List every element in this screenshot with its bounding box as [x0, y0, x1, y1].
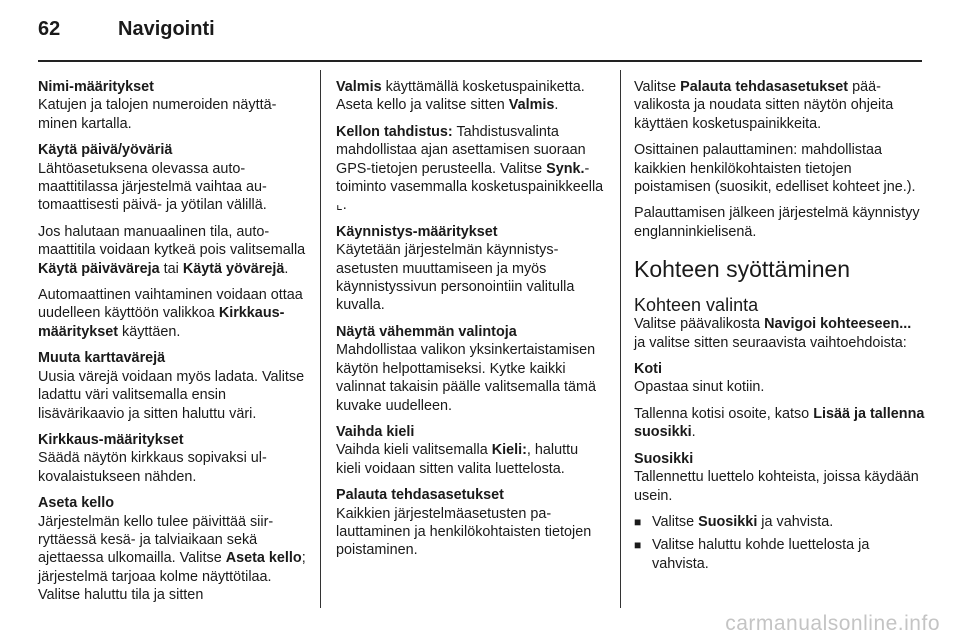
- section-body: Uusia värejä voidaan myös ladata. Valitse ladattu väri valitsemalla ensin lisävärikaavio ja sitten haluttu väri.: [38, 368, 305, 422]
- column-divider-1: [320, 70, 321, 608]
- paragraph: [634, 315, 926, 352]
- paragraph: [634, 78, 926, 133]
- paragraph: Osittainen palauttaminen: mahdollistaa kaikkien henkilökohtaisten tietojen poistamisen (suosikit, edelliset kohteet jne.).: [634, 142, 916, 196]
- section-body: Tallennettu luettelo kohteista, joissa käydään usein.: [634, 469, 919, 504]
- section-show-fewer-options: [336, 323, 606, 415]
- list-item: [634, 513, 926, 531]
- text: Automaattinen vaihtaminen voidaan ottaa uudelleen käyttöön valikkoa: [38, 287, 303, 322]
- option-language: Kieli:: [491, 442, 527, 459]
- section-body: Kaikkien järjestelmäasetusten palauttaminen ja henkilökohtaisten tietojen poistaminen.: [336, 505, 592, 559]
- page-title: Navigointi: [118, 18, 215, 40]
- text: tai: [159, 260, 183, 277]
- list-item: ■ Valitse haluttu kohde luettelosta ja vahvista.: [634, 536, 926, 573]
- text: ; järjestelmä tarjoaa kolme näyttötilaa. Valitse haluttu tila ja sitten: [38, 550, 306, 604]
- section-body: Katujen ja talojen numeroiden näyttäminen kartalla.: [38, 97, 277, 132]
- option-favorite: Suosikki: [698, 513, 758, 530]
- text: Vaihda kieli valitsemalla: [336, 442, 492, 459]
- text: Tallenna kotisi osoite, katso: [634, 405, 814, 422]
- option-set-clock: Aseta kello: [225, 550, 302, 567]
- term-clock-sync: Kellon tahdistus:: [336, 123, 453, 140]
- text: ja vahvista.: [757, 513, 834, 530]
- section-day-night-colors: [38, 141, 308, 341]
- option-day-colors: Käytä päiväväreja: [38, 260, 160, 277]
- section-title: Palauta tehdasasetukset: [336, 487, 504, 504]
- section-title: Koti: [634, 361, 662, 378]
- text: käyttämällä kosketuspainiketta. Aseta kello ja valitse sitten: [336, 79, 585, 114]
- paragraph: [38, 286, 308, 341]
- option-factory-reset: Palauta tehdasasetukset: [680, 79, 849, 95]
- option-done: Valmis: [508, 97, 555, 114]
- text: , haluttu kieli voidaan sitten valita luettelosta.: [336, 442, 579, 477]
- page-number: 62: [38, 18, 61, 40]
- paragraph: Palauttamisen jälkeen järjestelmä käynnistyy englanninkielisenä.: [634, 205, 920, 240]
- text: päävalikosta ja noudata sitten näytön ohjeita käyttäen kosketuspainikkeita.: [634, 79, 894, 132]
- menu-reference: Kirkkaus-määritykset: [38, 305, 285, 340]
- link-add-favorite: Lisää ja tallenna suosikki: [634, 405, 925, 441]
- section-title: Aseta kello: [38, 495, 114, 512]
- column-1: [38, 78, 308, 613]
- watermark: carmanualsonline.info: [725, 612, 940, 635]
- section-title: Muuta karttavärejä: [38, 350, 166, 367]
- text: .: [554, 97, 559, 114]
- text: .: [691, 424, 696, 441]
- column-2: [336, 78, 606, 568]
- text: -toiminto vasemmalla kosketuspainikkeella ⌞.: [336, 160, 604, 214]
- header-rule: [38, 60, 922, 62]
- column-3: [634, 78, 926, 579]
- paragraph: [634, 405, 926, 442]
- paragraph: [336, 123, 606, 215]
- section-body: Opastaa sinut kotiin.: [634, 379, 765, 396]
- section-title: Suosikki: [634, 450, 694, 467]
- section-body: Mahdollistaa valikon yksinkertaistamisen käytön helpottamiseksi. Kytke kaikki valinnat takaisin päälle valitsemalla tämä kuvake uudelleen.: [336, 342, 596, 414]
- text: Järjestelmän kello tulee päivittää siirryttäessä kesä- ja talviaikaan sekä ajettaessa ulkomailla. Valitse: [38, 513, 274, 567]
- paragraph: [336, 78, 606, 115]
- option-sync: Synk.: [546, 160, 585, 177]
- text: Valitse päävalikosta: [634, 316, 765, 333]
- section-change-map-colors: [38, 349, 308, 423]
- section-brightness-settings: [38, 431, 308, 486]
- text: Valitse: [652, 513, 699, 530]
- text: käyttäen.: [118, 323, 181, 340]
- text: .: [284, 260, 289, 277]
- section-title: Nimi-määritykset: [38, 79, 154, 95]
- section-title: Näytä vähemmän valintoja: [336, 323, 517, 340]
- heading-destination-selection: Kohteen valinta: [634, 295, 759, 316]
- section-body: [336, 441, 606, 478]
- section-title: Kirkkaus-määritykset: [38, 431, 184, 448]
- section-title: Käynnistys-määritykset: [336, 223, 498, 240]
- bullet-list: [634, 513, 926, 573]
- option-night-colors: Käytä yövärejä: [182, 260, 285, 277]
- section-body: Lähtöasetuksena olevassa automaattitilassa järjestelmä vaihtaa automaattisesti päivä- ja yötilan välillä.: [38, 160, 267, 214]
- section-body: Säädä näytön kirkkaus sopivaksi ulkovalaistukseen nähden.: [38, 450, 267, 485]
- section-title: Käytä päivä/yöväriä: [38, 142, 173, 159]
- section-body: [38, 513, 308, 605]
- section-factory-reset: [336, 486, 606, 560]
- section-body: Käytetään järjestelmän käynnistysasetusten muuttamiseen ja myös käynnistyssivun personointiin valitulla kuvalla.: [336, 242, 575, 314]
- section-startup-settings: [336, 223, 606, 315]
- option-done: Valmis: [336, 79, 382, 95]
- text: Jos halutaan manuaalinen tila, automaattitila voidaan kytkeä pois valitsemalla: [38, 223, 306, 259]
- paragraph: [38, 223, 308, 278]
- text: ja valitse sitten seuraavista vaihtoehdoista:: [634, 334, 907, 351]
- text: Tahdistusvalinta mahdollistaa ajan asettamisen suoraan GPS-tietojen perusteella. Valitse: [336, 123, 586, 177]
- section-title: Vaihda kieli: [336, 423, 415, 440]
- column-divider-2: [620, 70, 621, 608]
- menu-navigate-to: Navigoi kohteeseen...: [764, 316, 912, 333]
- section-set-clock: [38, 494, 308, 604]
- section-name-settings: [38, 78, 308, 133]
- text: Valitse: [634, 79, 681, 95]
- heading-destination-entry: Kohteen syöttäminen: [634, 256, 851, 283]
- section-change-language: [336, 423, 606, 478]
